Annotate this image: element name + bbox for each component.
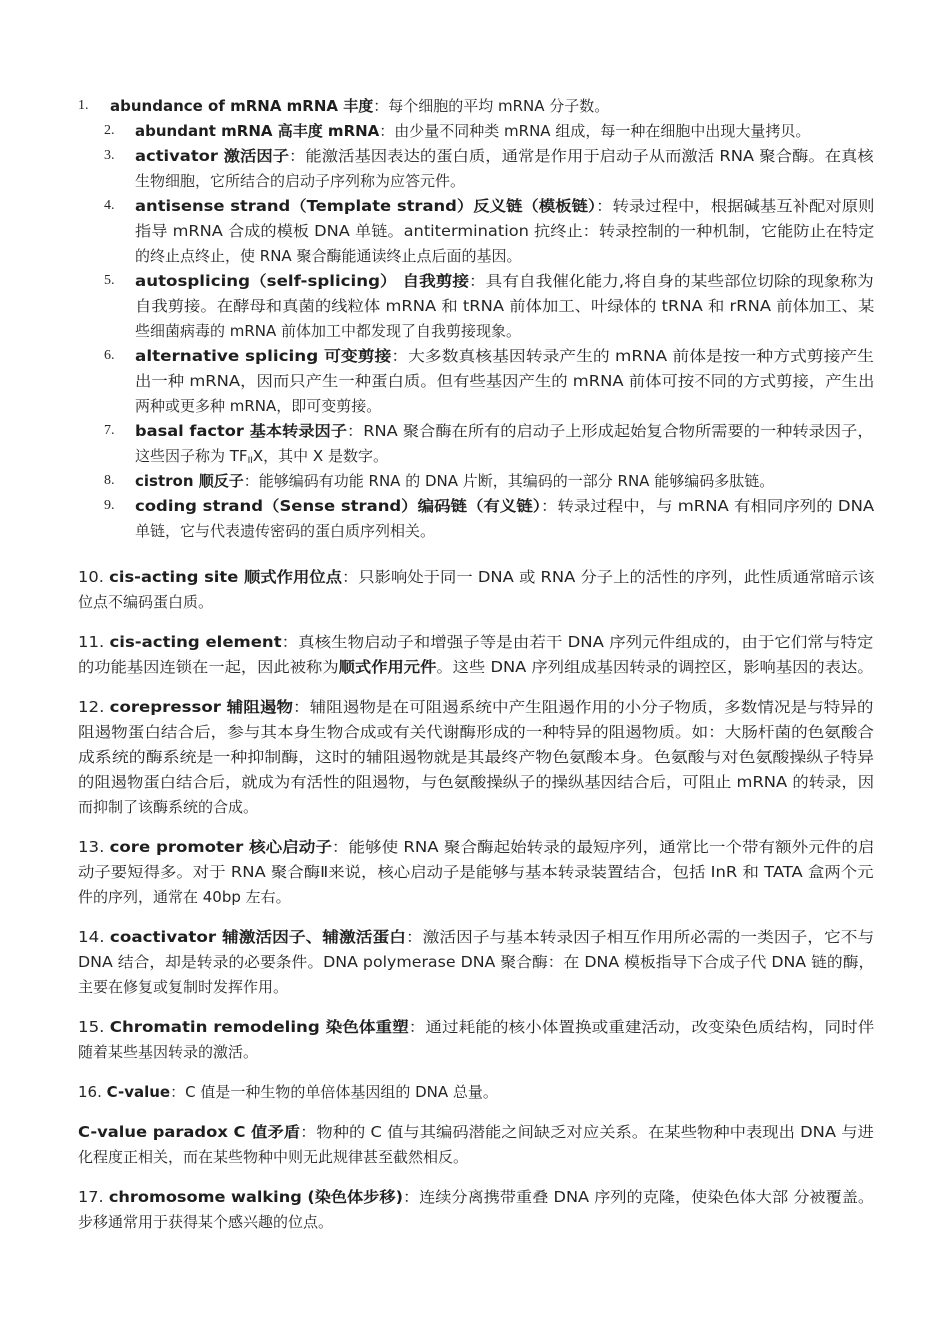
paragraph-line [78, 567, 874, 587]
paragraph-line [78, 927, 874, 947]
paragraph-line [78, 592, 213, 612]
definition: X，其中 X 是数字。 [252, 447, 388, 465]
paragraph-line [78, 1122, 874, 1142]
term: Chromatin remodeling 染色体重塑 [109, 1018, 409, 1036]
list-line [135, 271, 874, 291]
definition: 自我剪接。在酵母和真菌的线粒体 mRNA 和 tRNA 前体加工、叶绿体的 tRNA 和 rRNA 前体加工、某 [135, 297, 875, 315]
paragraph-line [78, 952, 874, 972]
definition: 件的序列，通常在 40bp 左右。 [78, 888, 291, 906]
list-line [135, 171, 465, 191]
definition: ：只影响处于同一 DNA 或 RNA 分子上的活性的序列，此性质通常暗示该 [341, 568, 875, 586]
definition: ：连续分离携带重叠 DNA 序列的克隆，使染色体大部 分被覆盖。 [402, 1188, 875, 1206]
paragraph-line [78, 722, 874, 742]
list-line [135, 446, 388, 466]
definition: ：转录过程中，根据碱基互补配对原则 [596, 197, 875, 215]
definition: 两种或更多种 mRNA，即可变剪接。 [135, 397, 382, 415]
list-number: 2. [104, 123, 115, 138]
paragraph-number: 15. [78, 1018, 110, 1036]
term: autosplicing（self-splicing） 自我剪接 [135, 272, 470, 290]
paragraph-line [78, 1082, 498, 1102]
paragraph-number: 12. [78, 698, 110, 716]
term: antisense strand（Template strand）反义链（模板链） [135, 197, 597, 215]
list-line [135, 246, 521, 266]
paragraph-line [78, 772, 874, 792]
list-line [135, 196, 874, 216]
list-line [135, 471, 774, 491]
definition: 单链，它与代表遗传密码的蛋白质序列相关。 [135, 522, 436, 540]
definition: 些细菌病毒的 mRNA 前体加工中都发现了自我剪接现象。 [135, 322, 522, 340]
definition: ：每个细胞的平均 mRNA 分子数。 [373, 97, 610, 115]
term: cis-acting element [109, 633, 282, 651]
definition: 主要在修复或复制时发挥作用。 [78, 978, 289, 996]
definition: ：由少量不同种类 mRNA 组成，每一种在细胞中出现大量拷贝。 [379, 122, 811, 140]
paragraph-line [78, 697, 873, 717]
term: abundance of mRNA mRNA 丰度 [110, 97, 374, 115]
term: cis-acting site 顺式作用位点 [109, 568, 342, 586]
list-number: 8. [104, 473, 115, 488]
term: C-value [106, 1083, 171, 1101]
paragraph-line [78, 1017, 874, 1037]
paragraph-number: 17. [78, 1188, 109, 1206]
list-line [135, 496, 874, 516]
definition: 化程度正相关，而在某些物种中则无此规律甚至截然相反。 [78, 1148, 469, 1166]
list-line [135, 221, 874, 241]
paragraph-line [78, 1187, 874, 1207]
list-line [135, 521, 435, 541]
definition: 动子要短得多。对于 RNA 聚合酶Ⅱ来说，核心启动子是能够与基本转录装置结合，包括 InR 和 TATA 盒两个元 [78, 863, 874, 881]
term: alternative splicing 可变剪接 [135, 347, 392, 365]
definition: ：转录过程中，与 mRNA 有相同序列的 DNA [540, 497, 875, 515]
term: basal factor 基本转录因子 [135, 422, 347, 440]
term: abundant mRNA 高丰度 mRNA [135, 122, 380, 140]
list-line [135, 396, 381, 416]
list-line [135, 371, 874, 391]
list-line [135, 146, 874, 166]
paragraph-number: 13. [78, 838, 110, 856]
definition: 而抑制了该酶系统的合成。 [78, 798, 259, 816]
definition: ：RNA 聚合酶在所有的启动子上形成起始复合物所需要的一种转录因子， [346, 422, 874, 440]
list-line [135, 346, 874, 366]
term: core promoter 核心启动子 [109, 838, 332, 856]
term: chromosome walking (染色体步移) [108, 1188, 403, 1206]
paragraph-number: 14. [78, 928, 110, 946]
definition: DNA 结合，却是转录的必要条件。DNA polymerase DNA 聚合酶：在 DNA 模板指导下合成子代 DNA 链的酶， [78, 953, 875, 971]
paragraph-line [78, 1147, 468, 1167]
list-number: 5. [104, 273, 115, 288]
definition: 这些因子称为 TF [135, 447, 248, 465]
definition: 。这些 DNA 序列组成基因转录的调控区，影响基因的表达。 [436, 658, 874, 676]
definition: 步移通常用于获得某个感兴趣的位点。 [78, 1213, 334, 1231]
definition: ：C 值是一种生物的单倍体基因组的 DNA 总量。 [170, 1083, 498, 1101]
subscript: II [247, 456, 253, 466]
definition: 指导 mRNA 合成的模板 DNA 单链。antitermination 抗终止：转录控制的一种机制，它能防止在特定 [135, 222, 875, 240]
list-line [110, 96, 609, 116]
paragraph-line [78, 632, 873, 652]
list-number: 9. [104, 498, 115, 513]
list-number: 1. [78, 98, 89, 113]
definition: ：真核生物启动子和增强子等是由若干 DNA 序列元件组成的，由于它们常与特定 [281, 633, 874, 651]
paragraph-line [78, 1212, 333, 1232]
list-number: 6. [104, 348, 115, 363]
list-line [135, 121, 810, 141]
list-number: 7. [104, 423, 115, 438]
definition: 的终止点终止，使 RNA 聚合酶能通读终止点后面的基因。 [135, 247, 522, 265]
definition: 位点不编码蛋白质。 [78, 593, 214, 611]
list-line [135, 421, 874, 441]
list-number: 4. [104, 198, 115, 213]
term-inline: 顺式作用元件 [338, 658, 437, 676]
definition: 阻遏物蛋白结合后，参与其本身生物合成或有关代谢酶形成的一种特异的阻遏物质。如：大肠杆菌的色氨酸合 [78, 723, 875, 741]
term: cistron 顺反子 [135, 472, 244, 490]
paragraph-line [78, 977, 288, 997]
list-number: 3. [104, 148, 115, 163]
term: activator 激活因子 [135, 147, 290, 165]
definition: 生物细胞，它所结合的启动子序列称为应答元件。 [135, 172, 466, 190]
list-line [135, 321, 521, 341]
paragraph-line [78, 797, 258, 817]
definition: ：辅阻遏物是在可阻遏系统中产生阻遏作用的小分子物质，多数情况是与特异的 [293, 698, 874, 716]
paragraph-number: 10. [78, 568, 110, 586]
definition: ：大多数真核基因转录产生的 mRNA 前体是按一种方式剪接产生 [391, 347, 874, 365]
paragraph-line [78, 862, 874, 882]
definition: 成系统的酶系统是一种抑制酶，这时的辅阻遏物就是其最终产物色氨酸本身。色氨酸与对色氨酸操纵子特异 [78, 748, 875, 766]
paragraph-number: 16. [78, 1083, 107, 1101]
paragraph-line [78, 657, 874, 677]
definition: 的阻遏物蛋白结合后，就成为有活性的阻遏物，与色氨酸操纵子的操纵基因结合后，可阻止 mRNA 的转录，因 [78, 773, 875, 791]
paragraph-number: 11. [78, 633, 110, 651]
list-line [135, 296, 874, 316]
paragraph-line [78, 887, 291, 907]
definition: 出一种 mRNA，因而只产生一种蛋白质。但有些基因产生的 mRNA 前体可按不同的方式剪接，产生出 [135, 372, 875, 390]
definition: 随着某些基因转录的激活。 [78, 1043, 259, 1061]
term: C-value paradox C 值矛盾 [78, 1123, 301, 1141]
definition: ：激活因子与基本转录因子相互作用所必需的一类因子，它不与 [405, 928, 875, 946]
definition: ：物种的 C 值与其编码潜能之间缺乏对应关系。在某些物种中表现出 DNA 与进 [300, 1123, 874, 1141]
term: corepressor 辅阻遏物 [109, 698, 294, 716]
definition: ：能够使 RNA 聚合酶起始转录的最短序列，通常比一个带有额外元件的启 [331, 838, 875, 856]
term: coactivator 辅激活因子、辅激活蛋白 [109, 928, 406, 946]
definition: ：能够编码有功能 RNA 的 DNA 片断，其编码的一部分 RNA 能够编码多肽链。 [243, 472, 775, 490]
paragraph-line [78, 837, 874, 857]
definition: ：通过耗能的核小体置换或重建活动，改变染色质结构，同时伴 [408, 1018, 875, 1036]
definition: ：具有自我催化能力,将自身的某些部位切除的现象称为 [469, 272, 874, 290]
definition: ：能激活基因表达的蛋白质，通常是作用于启动子从而激活 RNA 聚合酶。在真核 [289, 147, 874, 165]
paragraph-line [78, 1042, 258, 1062]
term: coding strand（Sense strand）编码链（有义链） [135, 497, 541, 515]
paragraph-line [78, 747, 874, 767]
definition: 的功能基因连锁在一起，因此被称为 [78, 658, 339, 676]
